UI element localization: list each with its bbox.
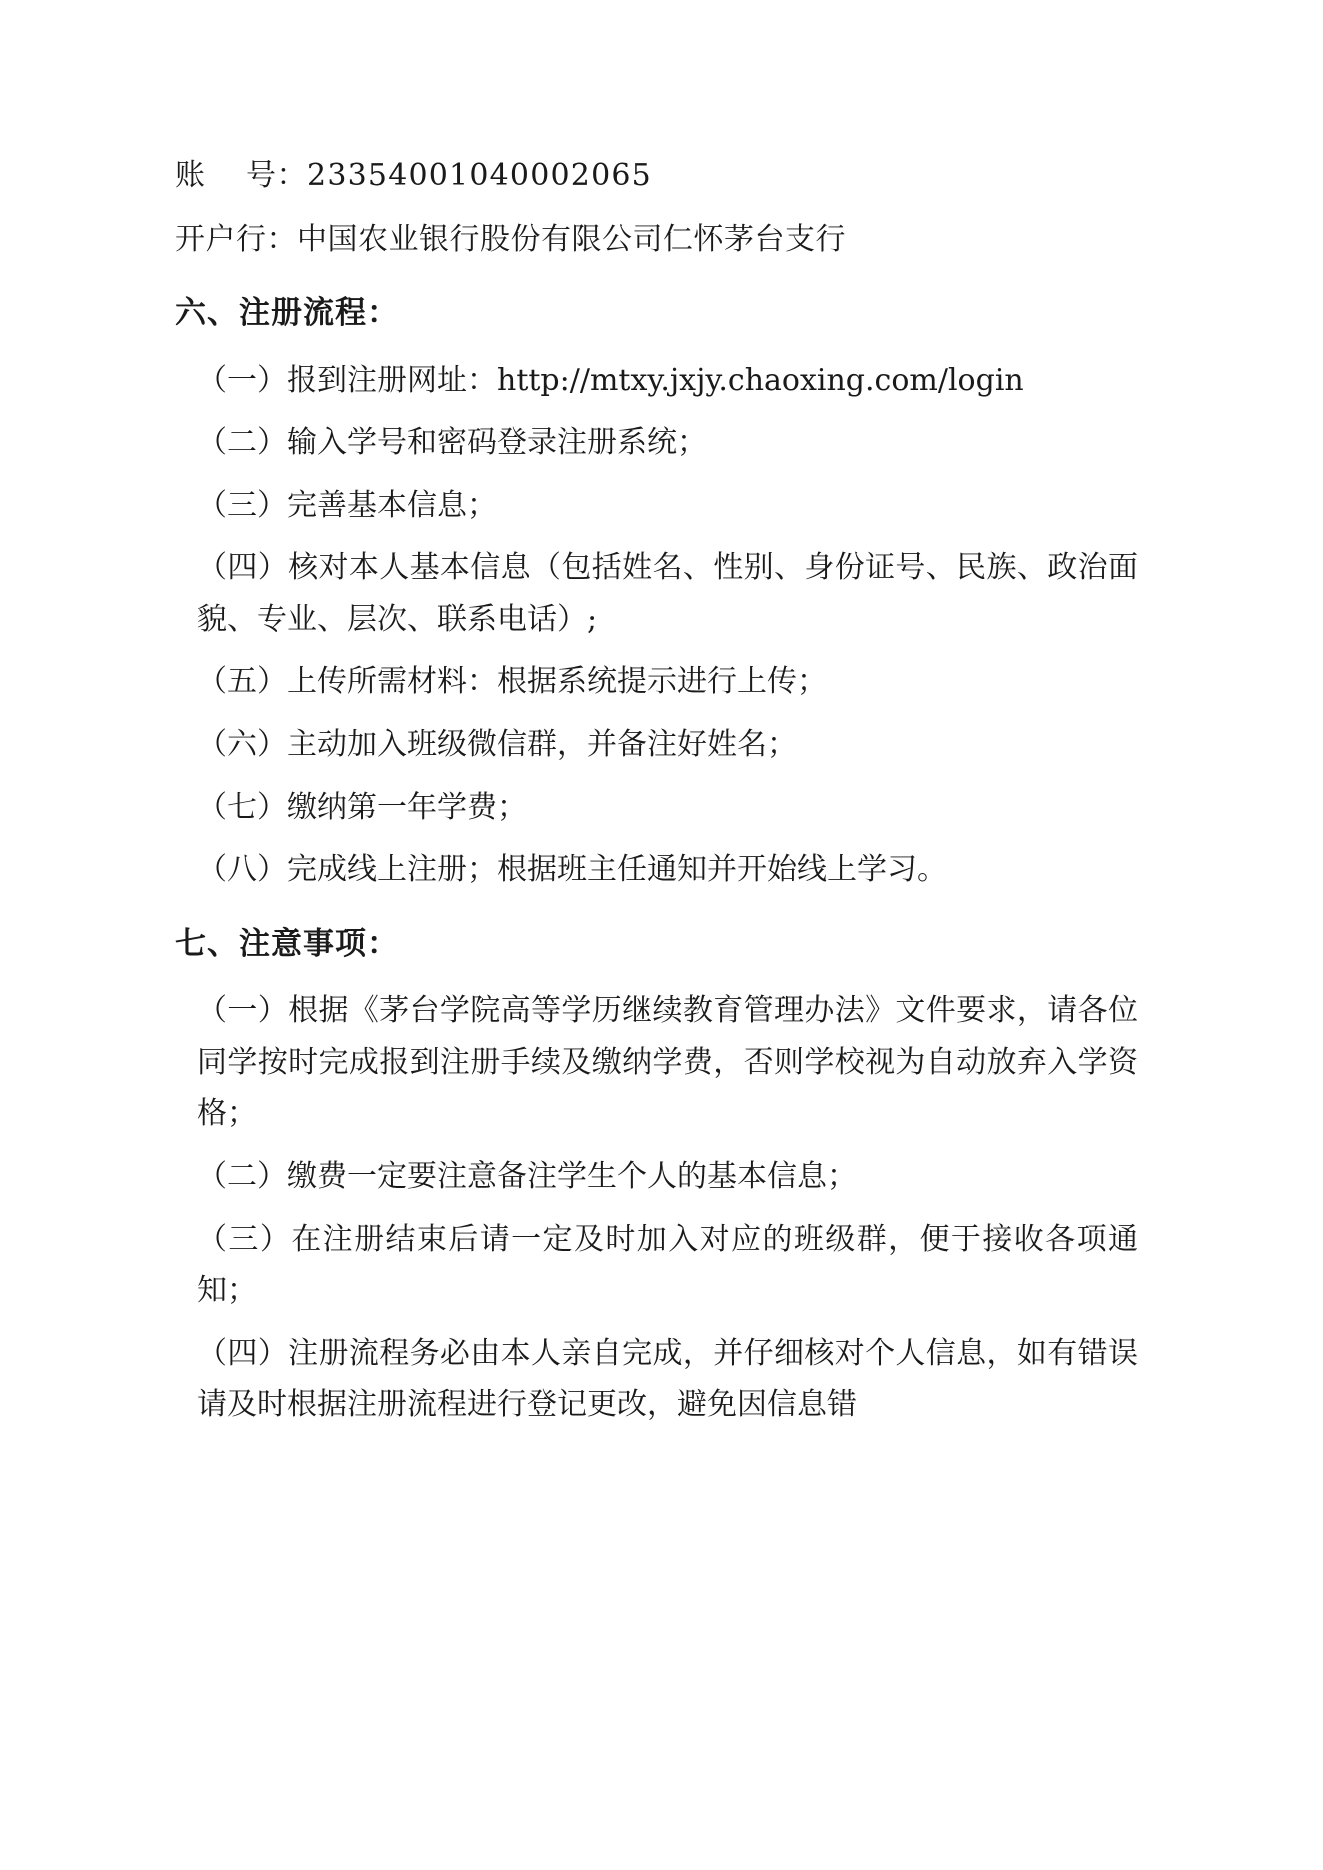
list-item: （七）缴纳第一年学费； — [197, 789, 527, 825]
bank-name-line — [175, 214, 1138, 266]
registration-url-link[interactable]: http://mtxy.jxjy.chaoxing.com/login — [497, 362, 1024, 398]
list-item: （八）完成线上注册；根据班主任通知并开始线上学习。 — [197, 852, 947, 888]
list-item: （二）缴费一定要注意备注学生个人的基本信息； — [197, 1158, 857, 1194]
list-item: （三）在注册结束后请一定及时加入对应的班级群，便于接收各项通知； — [197, 1221, 1138, 1309]
bank-account-number: 23354001040002065 — [307, 158, 652, 193]
document-body — [175, 150, 1138, 1431]
section-heading-notes: 七、注意事项： — [175, 925, 399, 962]
list-item: （二）输入学号和密码登录注册系统； — [197, 425, 707, 461]
bank-name-label: 开户行： — [175, 221, 297, 257]
section-heading-registration-process: 六、注册流程： — [175, 295, 399, 332]
list-item — [175, 355, 1138, 407]
list-item: （一）根据《茅台学院高等学历继续教育管理办法》文件要求，请各位同学按时完成报到注册手续及缴纳学费，否则学校视为自动放弃入学资格； — [197, 993, 1138, 1132]
list-item: （四）注册流程务必由本人亲自完成，并仔细核对个人信息，如有错误请及时根据注册流程进行登记更改，避免因信息错 — [197, 1335, 1138, 1423]
bank-name-value: 中国农业银行股份有限公司仁怀茅台支行 — [297, 221, 846, 257]
list-item: （四）核对本人基本信息（包括姓名、性别、身份证号、民族、政治面貌、专业、层次、联系电话）; — [197, 550, 1138, 637]
bank-account-label: 账 号： — [175, 158, 308, 193]
list-item: （三）完善基本信息； — [197, 487, 497, 523]
list-item-label: （一）报到注册网址： — [197, 362, 497, 398]
list-item: （六）主动加入班级微信群，并备注好姓名； — [197, 727, 797, 763]
bank-account-line — [175, 150, 1138, 202]
list-item: （五）上传所需材料：根据系统提示进行上传； — [197, 664, 827, 700]
